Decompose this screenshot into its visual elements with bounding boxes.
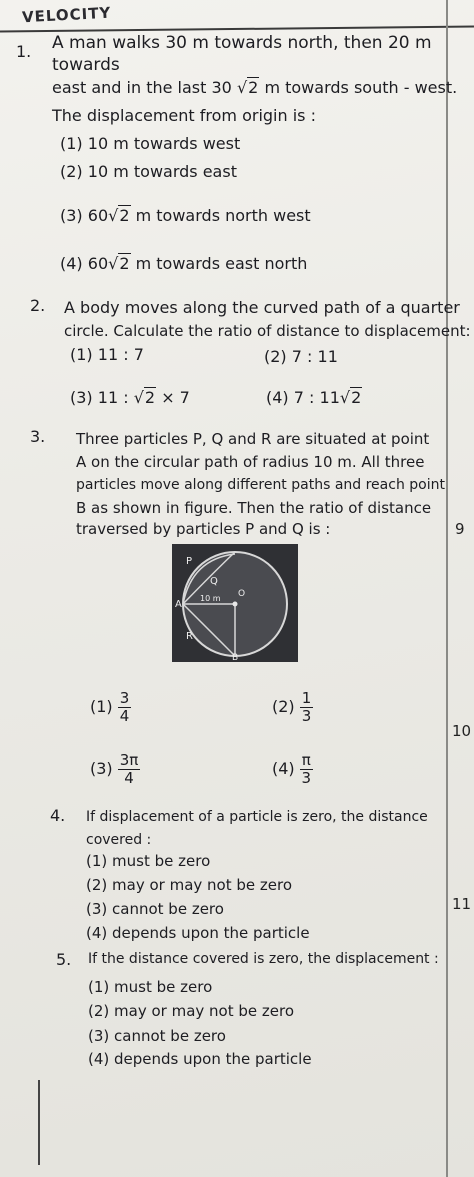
option-3[interactable] <box>88 1027 226 1045</box>
question-1-text: m towards south - west. <box>264 78 458 97</box>
question-3-line: traversed by particles P and Q is : <box>76 520 331 538</box>
option-label: (3) <box>86 900 108 918</box>
numerator: 1 <box>301 689 312 707</box>
radicand: 2 <box>248 78 259 97</box>
question-1-line: The displacement from origin is : <box>52 106 316 125</box>
option-label: (2) <box>86 876 108 894</box>
option-text: 10 m towards west <box>87 134 241 153</box>
option-2[interactable] <box>88 1002 294 1020</box>
label-a: A <box>175 599 182 610</box>
fraction <box>118 752 141 787</box>
option-4[interactable] <box>272 752 313 787</box>
option-label: (3) <box>90 759 113 778</box>
margin-number: 11 <box>452 895 472 913</box>
label-r: R <box>186 631 193 642</box>
question-1-text: east and in the last 30 <box>52 78 232 97</box>
option-4[interactable] <box>266 388 362 407</box>
option-text: 11 : <box>97 388 129 407</box>
option-4[interactable] <box>86 924 310 942</box>
option-label: (4) <box>272 759 295 778</box>
question-4-line: If displacement of a particle is zero, the distance <box>86 809 428 825</box>
option-2[interactable] <box>86 876 292 894</box>
option-2[interactable] <box>272 690 313 725</box>
margin-line-left <box>38 1080 40 1165</box>
option-text: depends upon the particle <box>114 1050 312 1068</box>
numerator: 3π <box>119 751 139 769</box>
label-q: Q <box>210 576 218 587</box>
label-o: O <box>238 589 246 599</box>
denominator: 4 <box>124 769 134 787</box>
question-number: 1. <box>16 42 32 61</box>
option-3[interactable] <box>90 752 140 787</box>
question-3-line: Three particles P, Q and R are situated at point <box>76 430 430 448</box>
option-text: cannot be zero <box>114 1027 226 1045</box>
question-number: 3. <box>30 427 46 446</box>
denominator: 3 <box>301 769 312 787</box>
option-text: 60 <box>87 254 109 273</box>
question-2-line: circle. Calculate the ratio of distance to displacement: <box>64 322 471 340</box>
option-text: m towards east north <box>135 254 308 273</box>
question-number: 4. <box>50 806 66 825</box>
page-header: VELOCITY <box>21 3 112 27</box>
option-1[interactable] <box>90 690 131 725</box>
question-2-line: A body moves along the curved path of a quarter <box>64 298 460 317</box>
numerator: π <box>301 751 311 769</box>
option-text: must be zero <box>114 978 213 996</box>
sqrt-symbol: √2 <box>133 388 156 407</box>
option-label: (1) <box>60 134 83 153</box>
option-text: cannot be zero <box>112 900 224 918</box>
sqrt-symbol: √2 <box>108 206 130 225</box>
option-label: (4) <box>88 1050 110 1068</box>
question-3-line: B as shown in figure. Then the ratio of distance <box>76 499 432 517</box>
question-number: 5. <box>56 950 72 969</box>
question-3-line: A on the circular path of radius 10 m. All three <box>76 453 425 471</box>
margin-line <box>446 0 448 1177</box>
option-text: 7 : 11 <box>291 347 338 366</box>
label-b: B <box>232 653 239 662</box>
option-1[interactable] <box>60 134 240 153</box>
fraction <box>300 690 314 725</box>
circle-figure <box>172 544 298 662</box>
option-text: must be zero <box>112 852 211 870</box>
option-text: may or may not be zero <box>114 1002 295 1020</box>
option-3[interactable] <box>60 206 311 225</box>
denominator: 4 <box>119 707 130 725</box>
option-label: (3) <box>60 206 83 225</box>
option-label: (3) <box>70 388 93 407</box>
numerator: 3 <box>119 689 130 707</box>
question-5-line: If the distance covered is zero, the displacement : <box>88 951 439 967</box>
option-4[interactable] <box>88 1050 312 1068</box>
question-number: 2. <box>30 296 46 315</box>
option-text: may or may not be zero <box>112 876 293 894</box>
circle-diagram <box>172 544 298 662</box>
option-label: (1) <box>90 697 113 716</box>
question-1-line: A man walks 30 m towards north, then 20 m towards <box>52 33 432 75</box>
option-1[interactable] <box>70 345 144 364</box>
option-3[interactable] <box>86 900 224 918</box>
option-text: 60 <box>87 206 109 225</box>
option-label: (4) <box>266 388 289 407</box>
denominator: 3 <box>301 707 312 725</box>
option-1[interactable] <box>86 852 210 870</box>
sqrt-symbol: √2 <box>236 78 259 97</box>
radicand: 2 <box>351 388 362 407</box>
option-label: (1) <box>86 852 108 870</box>
sqrt-symbol: √2 <box>108 254 130 273</box>
option-3[interactable] <box>70 388 190 407</box>
label-radius: 10 m <box>200 594 221 603</box>
sqrt-symbol: √2 <box>339 388 362 407</box>
radicand: 2 <box>144 388 156 407</box>
margin-number: 10 <box>452 722 472 740</box>
option-label: (2) <box>272 697 295 716</box>
option-label: (2) <box>264 347 287 366</box>
question-4-line: covered : <box>86 832 152 848</box>
margin-number: 9 <box>455 520 465 538</box>
option-label: (4) <box>60 254 83 273</box>
option-text: m towards north west <box>135 206 311 225</box>
radicand: 2 <box>119 206 130 225</box>
option-4[interactable] <box>60 254 307 273</box>
option-label: (1) <box>88 978 110 996</box>
option-text: depends upon the particle <box>112 924 310 942</box>
option-text: 7 : 11 <box>293 388 340 407</box>
question-1-line <box>52 77 457 99</box>
question-3-line: particles move along different paths and reach point <box>76 477 445 493</box>
fraction <box>300 752 313 787</box>
option-1[interactable] <box>88 978 212 996</box>
fraction <box>118 690 132 725</box>
option-text: 11 : 7 <box>97 345 144 364</box>
option-2[interactable] <box>264 347 338 366</box>
option-label: (4) <box>86 924 108 942</box>
option-label: (2) <box>60 162 83 181</box>
radicand: 2 <box>119 254 130 273</box>
option-label: (1) <box>70 345 93 364</box>
option-text: 10 m towards east <box>87 162 237 181</box>
option-text: × 7 <box>161 388 190 407</box>
option-label: (3) <box>88 1027 110 1045</box>
option-2[interactable] <box>60 162 237 181</box>
label-p: P <box>186 556 193 567</box>
option-label: (2) <box>88 1002 110 1020</box>
